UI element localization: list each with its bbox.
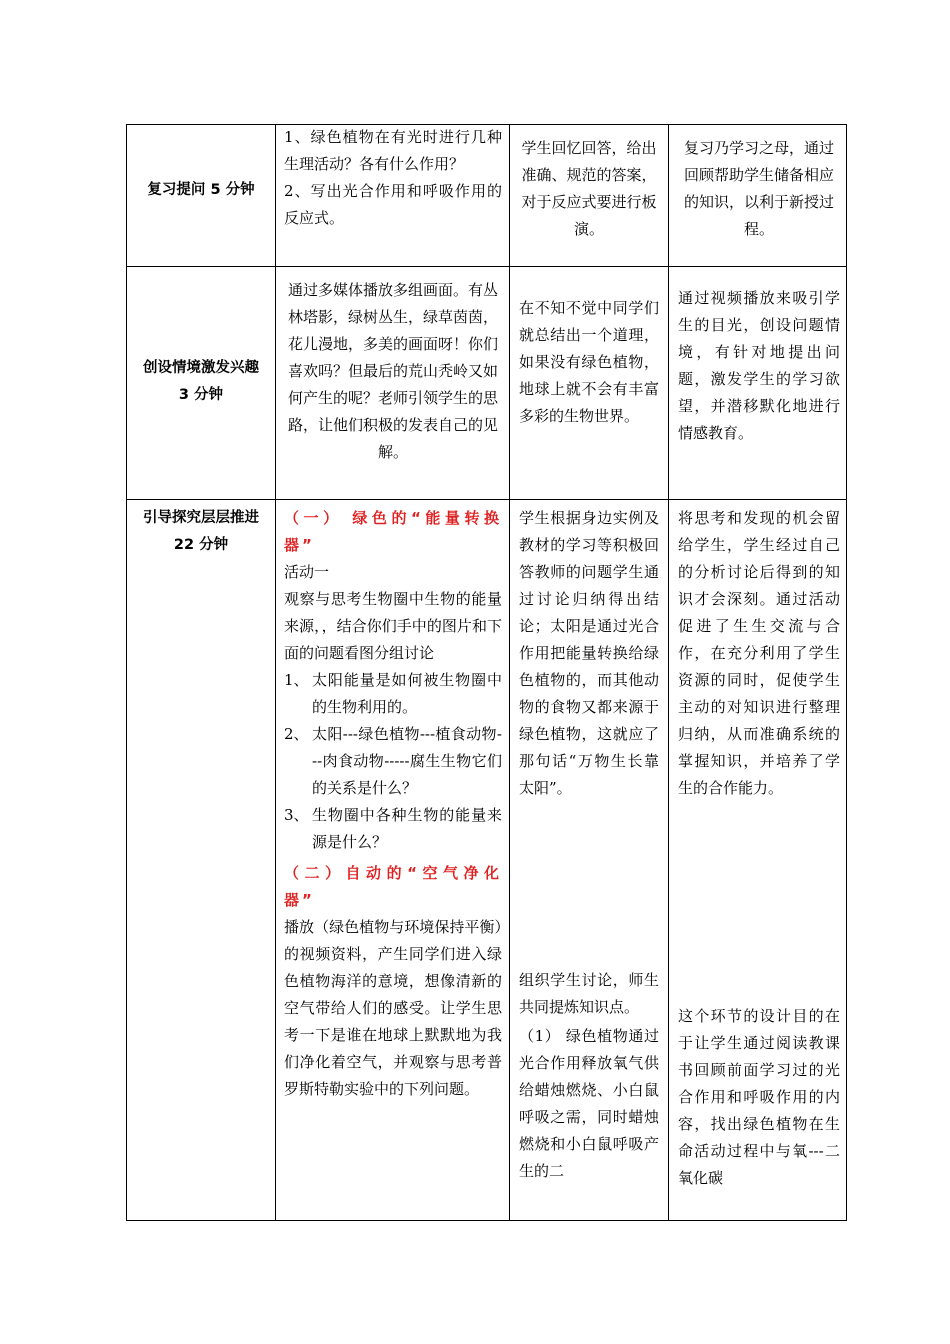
lesson-plan-table [126,124,847,1221]
review-question-2: 2、写出光合作用和呼吸作用的反应式。 [284,182,502,227]
list-item: 2、 太阳---绿色植物---植食动物---肉食动物-----腐生生物它们的关系是什么？ [284,725,502,797]
activity-intro: 观察与思考生物圈中生物的能量来源，，结合你们手中的图片和下面的问题看图分组讨论 [284,590,502,662]
review-question-1: 1、绿色植物在有光时进行几种生理活动？各有什么作用？ [284,128,502,173]
section1-title: （一） 绿色的“能量转换器” [284,509,502,554]
stage-situation: 创设情境激发兴趣 3 分钟 [143,360,259,403]
row-divider [127,499,846,500]
column-divider [509,125,510,1220]
student-activity-situation: 在不知不觉中同学们就总结出一个道理，如果没有绿色植物，地球上就不会有丰富多彩的生物世界。 [519,299,659,425]
list-item: 3、 生物圈中各种生物的能量来源是什么？ [284,806,502,851]
design-intent-review: 复习乃学习之母，通过回顾帮助学生储备相应的知识，以利于新授过程。 [683,139,834,238]
student-activity-inquiry-2: 组织学生讨论，师生共同提炼知识点。 （1） 绿色植物通过光合作用释放氧气供给蜡烛燃烧、小白鼠呼吸之需，同时蜡烛燃烧和小白鼠呼吸产生的二 [519,971,659,1180]
student-activity-review: 学生回忆回答，给出准确、规范的答案，对于反应式要进行板演。 [521,139,657,238]
design-intent-situation: 通过视频播放来吸引学生的目光，创设问题情境，有针对地提出问题，激发学生的学习欲望，并潜移默化地进行情感教育。 [678,289,840,442]
teacher-activity-review [284,124,502,232]
teacher-activity-inquiry [284,505,502,1103]
design-intent-inquiry-1: 将思考和发现的机会留给学生，学生经过自己的分析讨论后得到的知识才会深刻。通过活动促进了生生交流与合作，在充分利用了学生资源的同时，促使学生主动的对知识进行整理归纳，从而准确系统的掌握知识，并培养了学生的合作能力。 [678,509,840,797]
teacher-activity-situation: 通过多媒体播放多组画面。有丛林塔影，绿树丛生，绿草茵茵，花儿漫地，多美的画面呀！你们喜欢吗？但最后的荒山秃岭又如何产生的呢？老师引领学生的思路，让他们积极的发表自己的见解。 [287,281,498,461]
design-intent-inquiry-2: 这个环节的设计目的在于让学生通过阅读教课书回顾前面学习过的光合作用和呼吸作用的内容，找出绿色植物在生命活动过程中与氧---二氧化碳 [678,1007,840,1187]
column-divider [275,125,276,1220]
section2-text: 播放（绿色植物与环境保持平衡）的视频资料，产生同学们进入绿色植物海洋的意境，想像清新的空气带给人们的感受。让学生思考一下是谁在地球上默默地为我们净化着空气，并观察与思考普罗斯特勒实验中的下列问题。 [284,918,502,1098]
student-activity-inquiry-1: 学生根据身边实例及教材的学习等积极回答教师的问题学生通过讨论归纳得出结论；太阳是通过光合作用把能量转换给绿色植物的，而其他动物的食物又都来源于绿色植物，这就应了那句话“万物生长靠太阳”。 [519,509,659,797]
list-item: 1、 太阳能量是如何被生物圈中的生物利用的。 [284,671,502,716]
stage-review: 复习提问 5 分钟 [147,182,255,198]
activity-label: 活动一 [284,563,330,581]
row-divider [127,266,846,267]
stage-inquiry: 引导探究层层推进 22 分钟 [143,510,259,553]
column-divider [668,125,669,1220]
section2-title: （二）自动的“空气净化器” [284,864,502,909]
